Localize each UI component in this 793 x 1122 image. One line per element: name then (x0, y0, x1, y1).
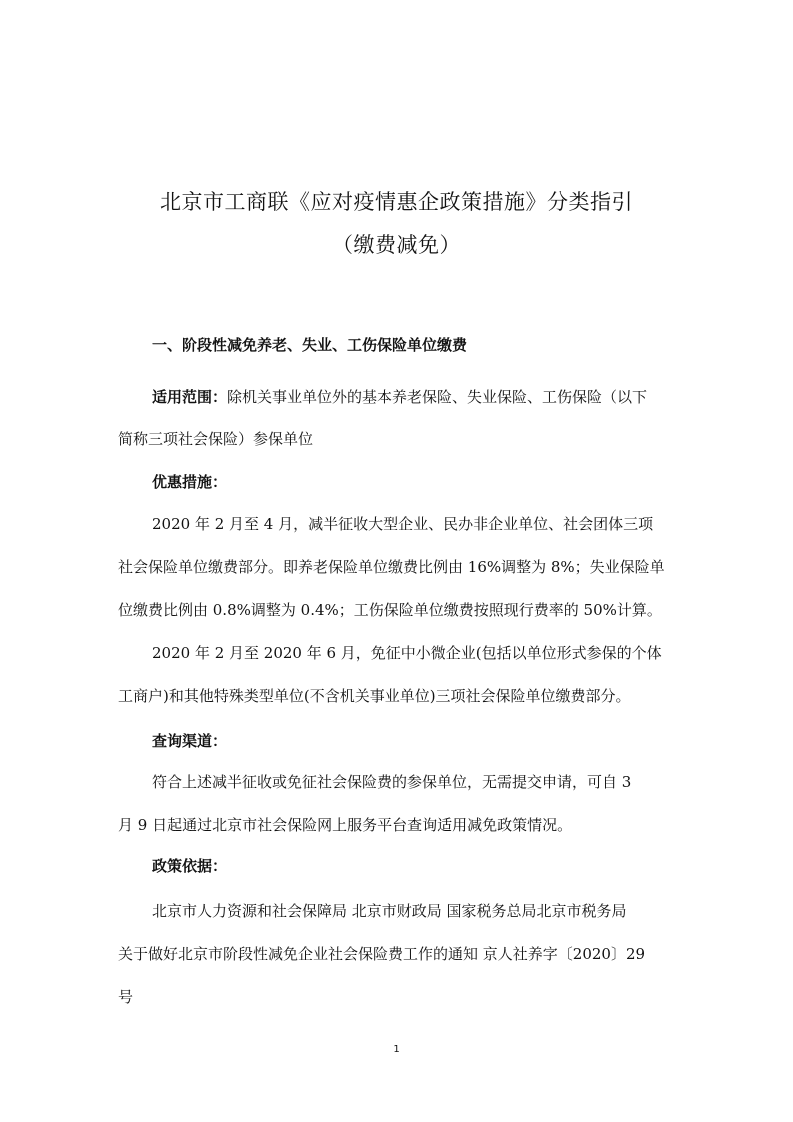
measures-p1-line-1: 2020 年 2 月至 4 月，减半征收大型企业、民办非企业单位、社会团体三项 (152, 515, 654, 533)
measures-p1-line-2: 社会保险单位缴费部分。即养老保险单位缴费比例由 16%调整为 8%；失业保险单 (118, 558, 665, 576)
query-line-1: 符合上述减半征收或免征社会保险费的参保单位，无需提交申请，可自 3 (152, 773, 632, 791)
measures-heading: 优惠措施： (152, 473, 228, 491)
measures-p2-line-2: 工商户)和其他特殊类型单位(不含机关事业单位)三项社会保险单位缴费部分。 (118, 687, 631, 705)
basis-line-1: 北京市人力资源和社会保障局 北京市财政局 国家税务总局北京市税务局 (152, 902, 627, 920)
document-title: 北京市工商联《应对疫情惠企政策措施》分类指引 (160, 190, 633, 214)
page-number: 1 (393, 1044, 400, 1055)
scope-paragraph-line-1 (152, 386, 647, 407)
basis-line-2: 关于做好北京市阶段性减免企业社会保险费工作的通知 京人社养字〔2020〕29 (118, 945, 646, 963)
query-line-2: 月 9 日起通过北京市社会保险网上服务平台查询适用减免政策情况。 (118, 816, 573, 834)
document-subtitle: （缴费减免） (332, 233, 461, 257)
basis-heading: 政策依据： (152, 857, 228, 875)
query-heading: 查询渠道： (152, 732, 228, 750)
basis-line-3: 号 (118, 988, 134, 1006)
scope-text-line-2: 简称三项社会保险）参保单位 (118, 430, 314, 448)
scope-label: 适用范围： (152, 388, 228, 406)
measures-p2-line-1: 2020 年 2 月至 2020 年 6 月，免征中小微企业(包括以单位形式参保的个体 (152, 644, 662, 662)
measures-p1-line-3: 位缴费比例由 0.8%调整为 0.4%；工伤保险单位缴费按照现行费率的 50%计算。 (118, 601, 662, 619)
scope-text-line-1: 除机关事业单位外的基本养老保险、失业保险、工伤保险（以下 (227, 388, 648, 406)
section-heading: 一、阶段性减免养老、失业、工伤保险单位缴费 (152, 336, 468, 354)
